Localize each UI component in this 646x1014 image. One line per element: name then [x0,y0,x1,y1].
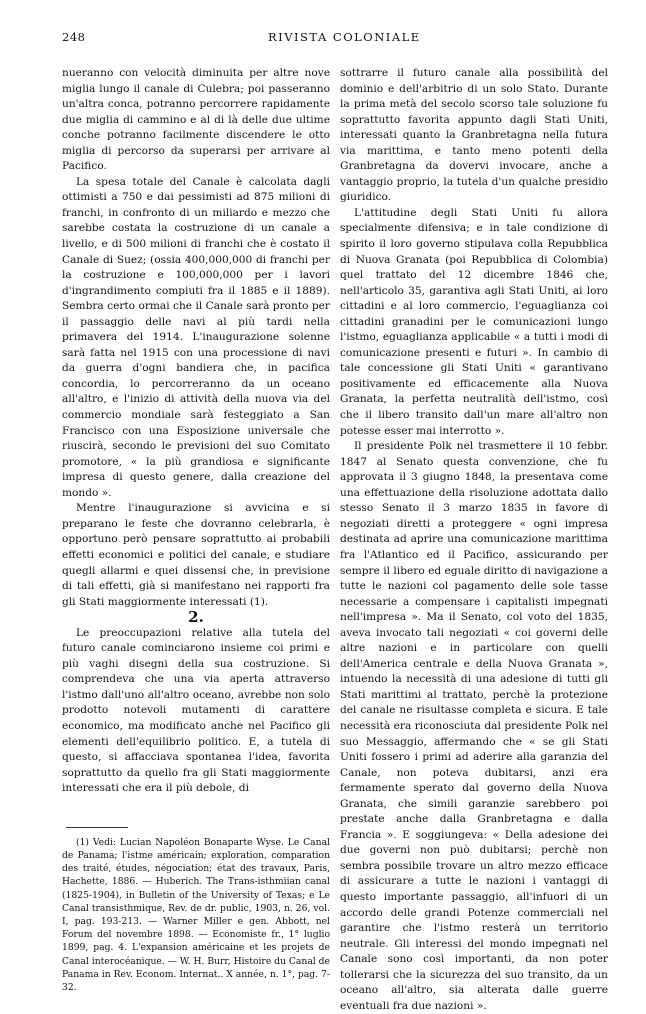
footnote-rule [66,827,128,828]
page-number: 248 [62,30,86,44]
paragraph: sottrarre il futuro canale alla possibilità del dominio e dell'arbitrio di un solo Stato. Durante la prima metà del secolo scorso tale soluzione fu soprattutto favorita appunto dagli Stati Uniti, interessati quanto la Granbretagna nella futura via marittima, e tanto meno potenti della Granbretagna da dovervi invocare, anche a vantaggio proprio, la tutela d'un qualche presidio giuridico. [340,67,608,204]
left-column [62,66,330,994]
paragraph: nueranno con velocità diminuita per altre nove miglia lungo il canale di Culebra; poi passeranno un'altra conca, potranno percorrere rapidamente due miglia di cammino e al di là delle due ultime conche potranno facilmente discendere le otto miglia di percorso da superarsi per arrivare al Pacifico. [62,67,330,173]
footnote: (1) Vedi: Lucian Napoléon Bonaparte Wyse. Le Canal de Panama; l'istme américain; exploration, comparation des traité, études, négociation; état des travaux, Paris, Hachette, 1886. — Huberich. The Trans-isthmiian canal (1825-1904), in Bulletin of the University of Texas; e Le Canal transisthmique, Rev. de dr. public, 1903, n. 26, vol. I, pag. 193-213. — Warner Miller e gen. Abbott, nel Forum del novembre 1898. — Economiste fr., 1° luglio 1899, pag. 4. L'expansion américaine et les projets de Canal interocéanique. — W. H. Burr, Histoire du Canal de Panama in Rev. Econom. Internat.. X année, n. 1°, pag. 7-32. [62,836,330,993]
paragraph: Le preoccupazioni relative alla tutela del futuro canale cominciarono insieme coi primi e più vaghi disegni della sua costruzione. Si comprendeva che una via aperta attraverso l'istmo dall'uno all'altro oceano, avrebbe non solo prodotto notevoli mutamenti di carattere economico, ma modificato anche nel Pacifico gli elementi dell'equilibrio politico. E, a tutela di questo, si affacciava spontanea l'idea, favorita soprattutto da quello fra gli Stati maggiormente interessati che era il più debole, di [62,626,330,795]
paragraph: Il presidente Polk nel trasmettere il 10 febbr. 1847 al Senato questa convenzione, che fu approvata il 3 giugno 1848, la presentava come una effettuazione della risoluzione adottata dallo stesso Senato il 3 marzo 1835 in favore di negoziati diretti a proteggere « ogni impresa destinata ad aprire una comunicazione marittima fra l'Atlantico ed il Pacifico, assicurando per sempre il libero ed eguale diritto di navigazione a tutte le nazioni col pagamento delle sole tasse necessarie a compensare i capitalisti impegnati nell'impresa ». Ma il Senato, col voto del 1835, aveva invocato tali negoziati « coi governi delle altre nazioni e in particolare con quelli dell'America centrale e della Nuova Granata », intuendo la necessità di una adesione di tutti gli Stati marittimi al trattato, perchè la protezione del canale ne risultasse completa e sicura. E tale necessità era riconosciuta dal presidente Polk nel suo Messaggio, affermando che « se gli Stati Uniti fossero i primi ad aderire alla garanzia del Canale, non poteva dubitarsi, anzi era fermamente sperato dal governo della Nuova Granata, che simili garanzie sarebbero poi prestate anche dalla Granbretagna e dalla Francia ». E soggiungeva: « Della adesione dei due governi non può dubitarsi; perchè non sembra possibile trovare un altro mezzo efficace di assicurare a tutte le nazioni i vantaggi di questo importante passaggio, all'infuori di un accordo delle grandi Potenze commerciali nel garantire che l'istmo resterà un territorio neutrale. Gli interessi del mondo impegnati nel Canale sono così importanti, da non poter tollerarsi che la sicurezza del suo transito, da un oceano all'altro, sia alterata dalle guerre eventuali fra due nazioni ». [340,440,608,1012]
page-header [62,30,600,46]
section-heading: 2. [188,608,204,627]
paragraph: L'attitudine degli Stati Uniti fu allora specialmente difensiva; e in tale condizione di spirito il loro governo stipulava colla Repubblica di Nuova Granata (poi Repubblica di Colombia) quel trattato del 12 dicembre 1846 che, nell'articolo 35, garantiva agli Stati Uniti, ai loro cittadini e al loro commercio, l'eguaglianza coi cittadini granadini per le comunicazioni lungo l'istmo, eguaglianza applicabile « a tutti i modi di comunicazione presenti e futuri ». In cambio di tale concessione gli Stati Uniti « garantivano positivamente ed efficacemente alla Nuova Granata, la perfetta neutralità dell'istmo, così che il libero transito dall'un mare all'altro non potesse esser mai interrotto ». [340,206,608,437]
right-column [340,66,608,1014]
paragraph: Mentre l'inaugurazione si avvicina e si preparano le feste che dovranno celebrarla, è opportuno però pensare soprattutto ai probabili effetti economici e politici del canale, e studiare quegli allarmi e quei dissensi che, in previsione di tali effetti, già si manifestano nei rapporti fra gli Stati maggiormente interessati (1). [62,502,330,608]
running-title: RIVISTA COLONIALE [268,30,421,44]
paragraph: La spesa totale del Canale è calcolata dagli ottimisti a 750 e dai pessimisti ad 875 milioni di franchi, in confronto di un miliardo e mezzo che sarebbe costata la costruzione di un canale a livello, e di 500 milioni di franchi che è costato il Canale di Suez; (ossia 400,000,000 di franchi per la costruzione e 100,000,000 per i lavori d'ingrandimento compiuti fra il 1885 e il 1889). Sembra certo ormai che il Canale sarà pronto per il passaggio delle navi al più tardi nella primavera del 1914. L'inaugurazione solenne sarà fatta nel 1915 con una processione di navi da guerra d'ogni bandiera che, in pacifica concordia, lo percorreranno da un oceano all'altro, e l'inizio di attività della nuova via del commercio mondiale sarà festeggiato a San Francisco con una Esposizione universale che riuscirà, secondo le previsioni del suo Comitato promotore, « la più grandiosa e significante impresa di questo genere, dalla creazione del mondo ». [62,175,330,499]
